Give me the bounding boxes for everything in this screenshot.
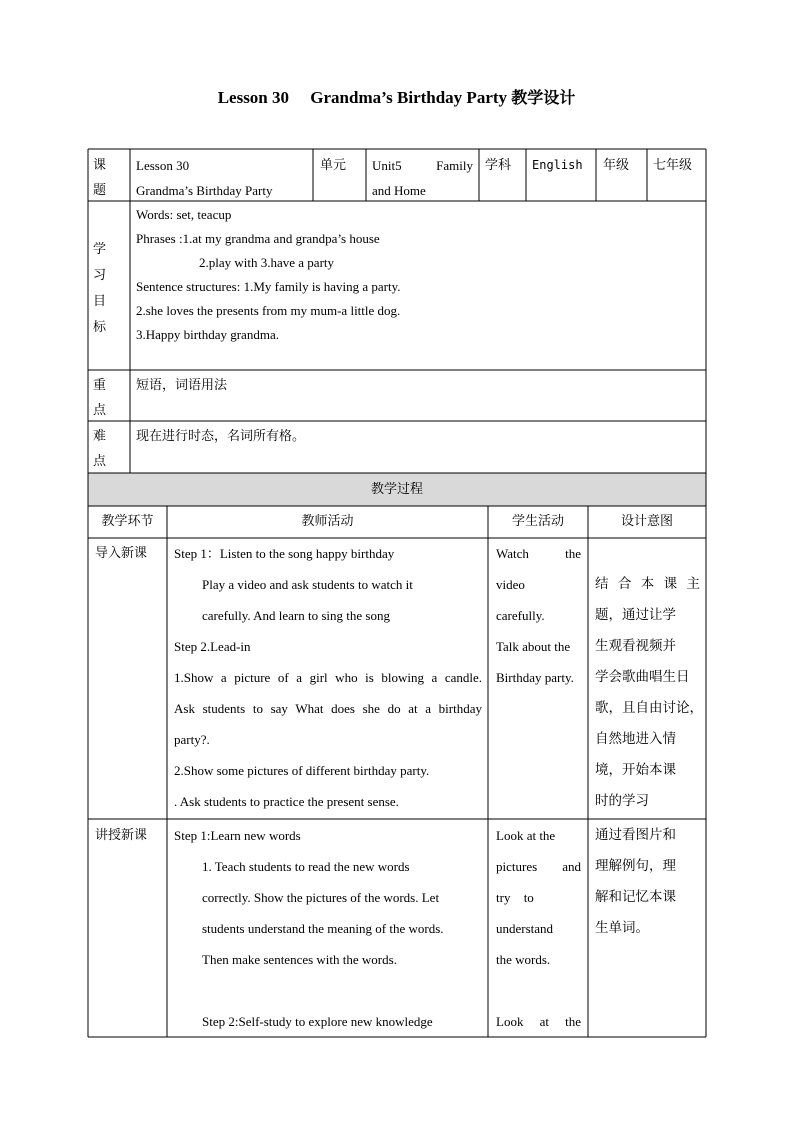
list-item: 歌，且自由讨论， [595,700,703,716]
list-item: understand [496,921,554,936]
list-item: Talk about the [496,639,571,654]
stage2-name: 讲授新课 [95,828,148,843]
list-item: Birthday party. [496,670,574,685]
title-name: Grandma’s Birthday Party [310,88,508,107]
list-item: 时的学习 [595,793,649,809]
subject-value: English [532,158,583,172]
course-label: 课 题 [93,158,107,198]
list-item: Step 2.Lead-in [174,639,251,654]
list-item: Watch the [496,546,581,561]
course-value: Lesson 30 Grandma’s Birthday Party [136,158,273,198]
list-item: Ask students to say What does she do at a birthday [174,701,482,716]
list-item: 自然地进入情 [595,731,676,747]
list-item: students understand the meaning of the words. [202,921,444,936]
subject-label: 学科 [485,158,512,173]
list-item: 学会歌曲唱生日 [595,669,690,685]
list-item: 解和记忆本课 [595,889,676,905]
list-item: Step 2:Self-study to explore new knowledge [202,1014,433,1029]
key-points-label: 重 点 [93,378,107,418]
list-item: carefully. [496,608,545,623]
list-item: Step 1:Learn new words [174,828,301,843]
list-item: correctly. Show the pictures of the words. Let [202,890,440,905]
list-item: the words. [496,952,551,967]
list-item: 1.Show a picture of a girl who is blowing a candle. [174,670,482,685]
column-header-teacher: 教师活动 [301,514,354,529]
list-item: 通过看图片和 [595,827,676,843]
stage2-teacher [174,820,482,1037]
grade-label: 年级 [603,158,630,173]
list-item: 1. Teach students to read the new words [202,859,410,874]
list-item: 2.Show some pictures of different birthday party. [174,763,430,778]
list-item: Look at the [496,1014,581,1029]
list-item: Then make sentences with the words. [202,952,397,967]
stage2-student [496,820,581,1037]
list-item: 生单词。 [595,920,649,936]
list-item: video [496,577,525,592]
grade-value: 七年级 [653,158,693,173]
list-item: pictures and [496,859,581,874]
title-lesson: Lesson 30 [217,88,290,107]
column-header-stage: 教学环节 [101,514,154,529]
difficulties-text: 现在进行时态，名词所有格。 [136,429,306,444]
unit-label: 单元 [320,158,347,173]
list-item: Look at the [496,828,556,843]
list-item: . Ask students to practice the present sense. [174,794,399,809]
objectives-content: Words: set, teacup Phrases :1.at my grandma and grandpa’s house 2.play with 3.have a party Sentence structures: 1.My family is having a party. 2.she loves the presents from my mum-a little dog. 3.Happy birthday grandma. [136,207,401,342]
stage2-intent [595,820,700,944]
column-header-intent: 设计意图 [620,514,673,529]
difficulties-label: 难 点 [93,429,107,469]
stage1-student [496,538,581,693]
list-item: party?. [174,732,210,747]
list-item: try to [496,890,534,905]
stage1-intent [595,569,703,817]
list-item: 境，开始本课 [595,762,676,778]
objectives-label: 学 习 目 标 [93,242,107,335]
list-item: carefully. And learn to sing the song [202,608,390,623]
key-points-text: 短语，词语用法 [136,378,228,393]
stage1-teacher [174,538,482,817]
title-suffix: 教学设计 [511,88,576,107]
process-header: 教学过程 [370,482,423,497]
list-item: Play a video and ask students to watch it [202,577,413,592]
list-item: 结合本课主 [595,576,700,592]
list-item: Step 1：Listen to the song happy birthday [174,546,395,561]
unit-value: Unit5 Family and Home [372,158,473,198]
list-item: 生观看视频并 [595,638,676,654]
stage1-name: 导入新课 [95,546,148,561]
list-item: 理解例句，理 [595,858,676,874]
list-item: 题，通过让学 [595,607,676,623]
column-header-student: 学生活动 [511,514,564,529]
